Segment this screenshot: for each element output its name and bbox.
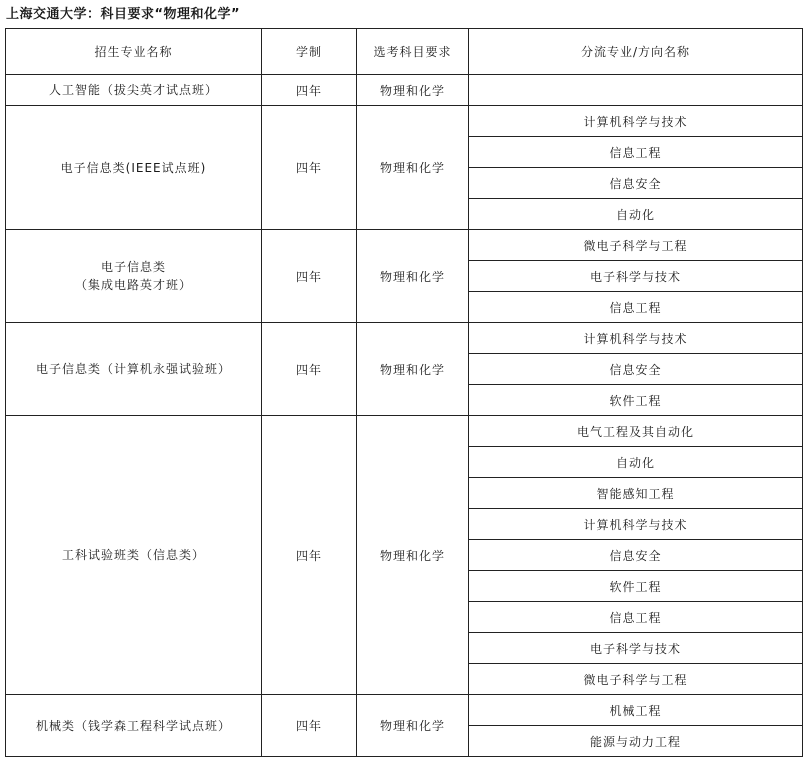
direction-cell: 软件工程 [469,385,803,416]
direction-cell: 信息工程 [469,137,803,168]
major-name-cell [6,75,262,106]
requirements-table [5,28,803,757]
direction-cell: 能源与动力工程 [469,726,803,757]
subject-requirement-cell: 物理和化学 [357,695,469,757]
major-name-cell [6,416,262,695]
table-body [6,75,803,757]
duration-cell: 四年 [262,106,357,230]
direction-cell: 信息安全 [469,354,803,385]
direction-cell: 计算机科学与技术 [469,323,803,354]
duration-cell: 四年 [262,323,357,416]
subject-requirement-cell: 物理和化学 [357,416,469,695]
page-title: 上海交通大学：科目要求“物理和化学” [6,7,241,22]
table-row [6,695,803,726]
major-name-line: 工科试验班类（信息类） [61,548,205,562]
major-name-cell [6,323,262,416]
major-name-line: （集成电路英才班） [74,278,192,292]
direction-cell: 计算机科学与技术 [469,509,803,540]
major-name-line: 机械类（钱学森工程科学试点班） [35,718,231,733]
major-name-cell [6,106,262,230]
duration-cell: 四年 [262,416,357,695]
table-row [6,106,803,137]
major-name-line: 人工智能（拔尖英才试点班） [48,83,218,97]
table-row [6,416,803,447]
direction-cell: 电子科学与技术 [469,633,803,664]
direction-cell: 机械工程 [469,695,803,726]
header-direction-name: 分流专业/方向名称 [469,29,803,75]
table-row [6,75,803,106]
direction-cell: 微电子科学与工程 [469,230,803,261]
direction-cell: 微电子科学与工程 [469,664,803,695]
subject-requirement-cell: 物理和化学 [357,106,469,230]
header-duration: 学制 [262,29,357,75]
table-row [6,323,803,354]
direction-cell: 电子科学与技术 [469,261,803,292]
direction-cell: 软件工程 [469,571,803,602]
direction-cell: 自动化 [469,447,803,478]
major-name-cell [6,230,262,323]
major-name-line: 电子信息类 [100,260,166,274]
direction-cell: 电气工程及其自动化 [469,416,803,447]
subject-requirement-cell: 物理和化学 [357,323,469,416]
direction-cell: 信息工程 [469,292,803,323]
direction-cell: 自动化 [469,199,803,230]
subject-requirement-cell: 物理和化学 [357,75,469,106]
direction-cell [469,75,803,106]
direction-cell: 智能感知工程 [469,478,803,509]
direction-cell: 计算机科学与技术 [469,106,803,137]
table-row [6,230,803,261]
direction-cell: 信息安全 [469,540,803,571]
subject-requirement-cell: 物理和化学 [357,230,469,323]
major-name-line: 电子信息类(IEEE试点班) [60,160,207,175]
header-major-name: 招生专业名称 [6,29,262,75]
direction-cell: 信息工程 [469,602,803,633]
duration-cell: 四年 [262,230,357,323]
direction-cell: 信息安全 [469,168,803,199]
table-header-row [6,29,803,75]
major-name-line: 电子信息类（计算机永强试验班） [35,362,231,376]
header-subject-requirement: 选考科目要求 [357,29,469,75]
major-name-cell [6,695,262,757]
duration-cell: 四年 [262,75,357,106]
duration-cell: 四年 [262,695,357,757]
